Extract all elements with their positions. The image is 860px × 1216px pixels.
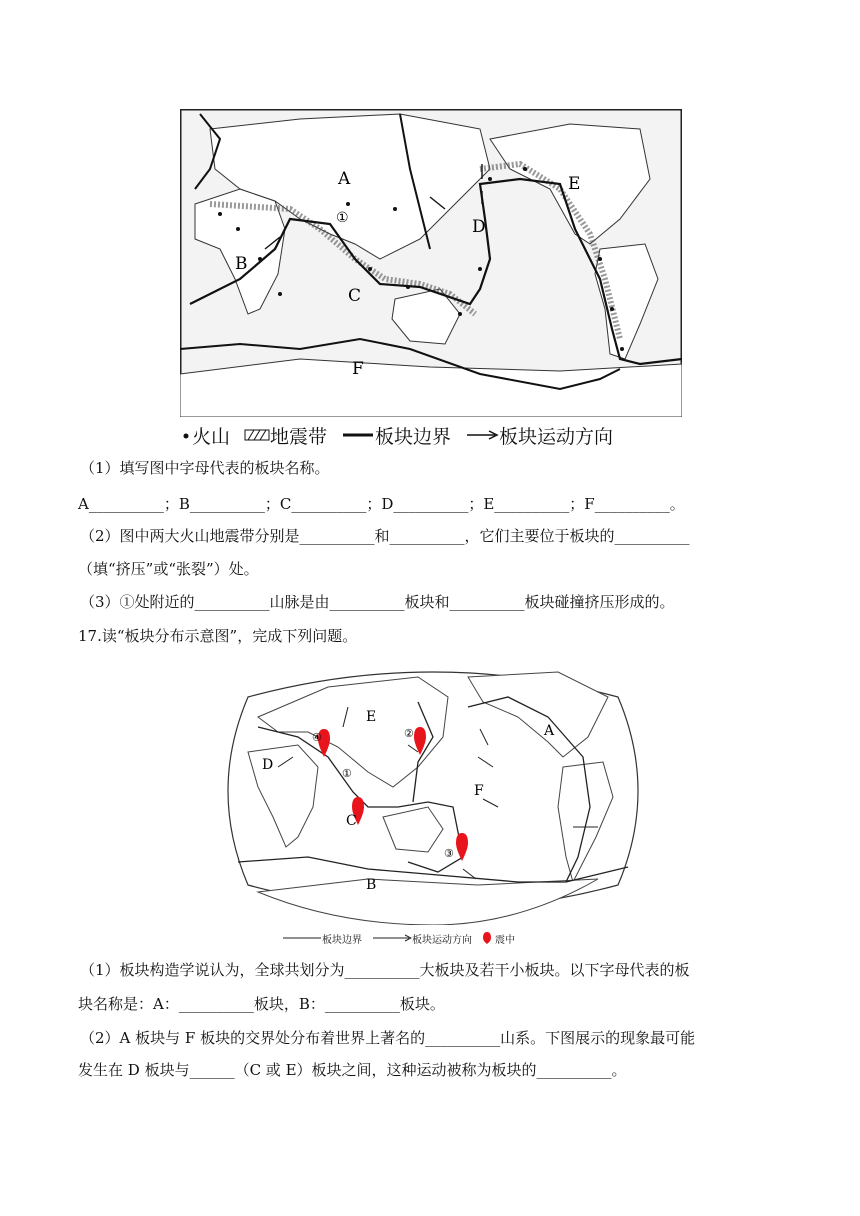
q16-part2: （2）图中两大火山地震带分别是__________和__________，它们主要位于板块的__________ (80, 527, 690, 545)
plate-map-2 (218, 657, 648, 925)
q17-part1-cont: 块名称是：A：__________板块，B：__________板块。 (78, 995, 445, 1013)
boundary-line-icon (282, 934, 322, 942)
map2-legend (282, 929, 602, 947)
marker-2: ② (404, 727, 414, 740)
antarctica-land (258, 879, 598, 925)
legend-boundary (341, 422, 451, 449)
legend-epicenter (482, 931, 515, 946)
legend-direction-label: 板块运动方向 (499, 425, 614, 448)
plate-label-d: D (472, 217, 486, 237)
legend-direction-label: 板块运动方向 (412, 934, 472, 946)
legend-boundary-label: 板块边界 (322, 934, 362, 946)
q17-part2-cont: 发生在 D 板块与______（C 或 E）板块之间，这种运动被称为板块的__________。 (78, 1061, 627, 1079)
marker-1: ① (342, 767, 352, 780)
hatch-icon (244, 428, 270, 442)
legend-boundary (282, 931, 362, 946)
q16-part3: （3）①处附近的__________山脉是由__________板块和__________板块碰撞挤压形成的。 (80, 593, 675, 611)
boundary-line-icon (341, 429, 375, 441)
plate-label-e: E (568, 174, 581, 194)
plate-label-a: A (338, 169, 351, 189)
q16-part2-cont: （填“挤压”或“张裂”）处。 (78, 560, 259, 578)
legend-boundary-label: 板块边界 (375, 425, 452, 448)
legend-seismic-label: 地震带 (270, 425, 328, 448)
legend-direction (372, 931, 472, 946)
arrow-right-icon (372, 934, 412, 942)
plate-label-f: F (352, 359, 364, 379)
legend-epicenter-label: 震中 (495, 934, 515, 946)
epicenter-icon (482, 931, 492, 945)
plate-label-d: D (262, 757, 274, 773)
legend-volcano (180, 422, 230, 449)
plate-label-f: F (474, 783, 484, 799)
plate-map-1 (180, 109, 682, 417)
plate-label-b: B (366, 877, 377, 893)
q17-part1: （1）板块构造学说认为，全球共划分为__________大板块及若干小板块。以下字母代表的板 (80, 961, 690, 979)
q16-part1-blanks: A__________；B__________；C__________；D__________；E__________；F__________。 (78, 495, 685, 513)
plate-label-c: C (346, 813, 357, 829)
marker-3: ③ (444, 847, 454, 860)
marker-4: ④ (312, 731, 322, 744)
arrow-right-icon (465, 429, 499, 441)
legend-seismic (244, 422, 327, 449)
q17-part2: （2）A 板块与 F 板块的交界处分布着世界上著名的__________山系。下图展示的现象最可能 (80, 1029, 696, 1047)
plate-label-c: C (348, 286, 362, 306)
plate-label-e: E (366, 709, 377, 725)
marker-1: ① (336, 210, 349, 226)
plate-label-a: A (544, 723, 555, 739)
legend-direction (465, 422, 613, 449)
q17-title: 17.读“板块分布示意图”，完成下列问题。 (78, 627, 358, 645)
volcano-dot-icon (180, 429, 192, 441)
map1-legend (180, 420, 700, 450)
plate-label-b: B (235, 254, 248, 274)
legend-volcano-label: 火山 (192, 425, 231, 448)
q16-part1: （1）填写图中字母代表的板块名称。 (80, 459, 330, 477)
